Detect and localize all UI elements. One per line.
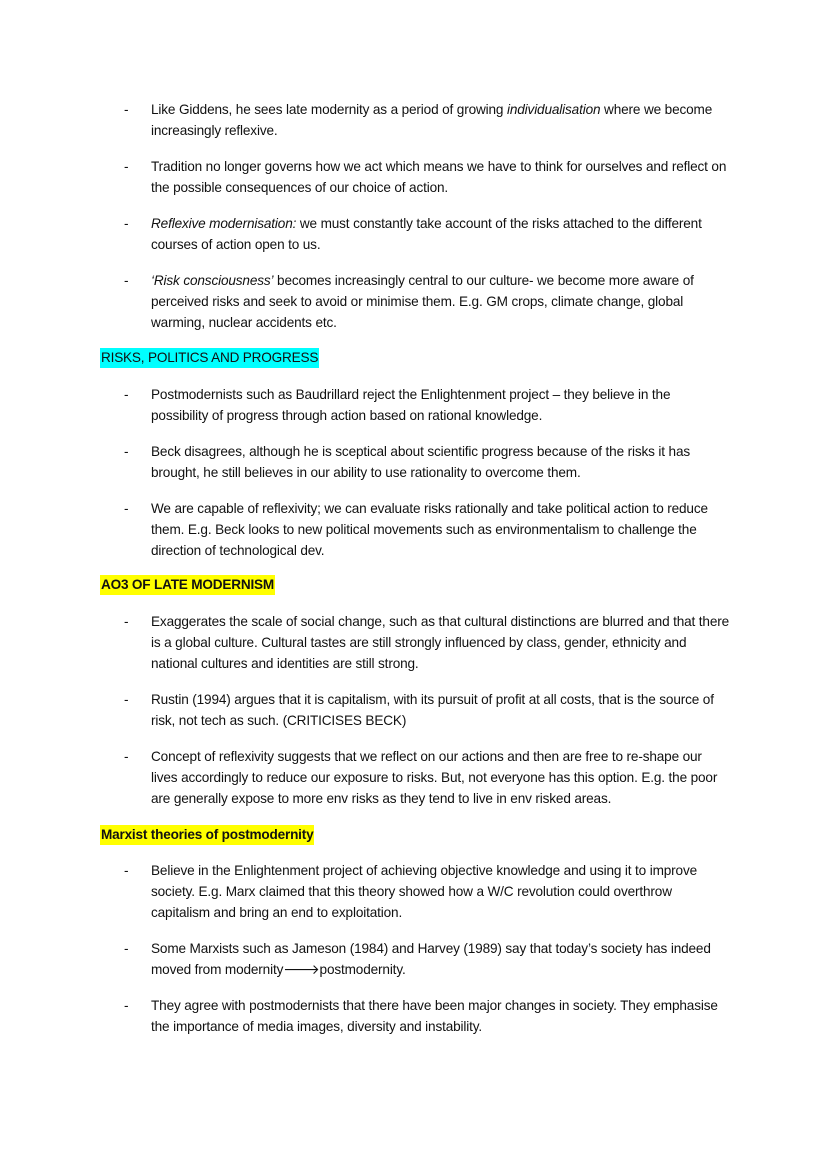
bullet-dash: - <box>124 692 129 707</box>
bullet-item <box>124 689 724 731</box>
bullet-text <box>151 213 731 255</box>
bullet-item <box>124 270 724 333</box>
bullet-text: Concept of reflexivity suggests that we reflect on our actions and then are free to re-shape our lives accordingly to reduce our exposure to risks. But, not everyone has this option. E.g. the poor are generally expose to more env risks as they tend to live in env risked areas. <box>151 749 718 806</box>
bullet-text: Rustin (1994) argues that it is capitalism, with its pursuit of profit at all costs, that is the source of risk, not tech as such. (CRITICISES BECK) <box>151 692 714 728</box>
bullet-dash: - <box>124 216 129 231</box>
emphasis-text: individualisation <box>506 102 601 117</box>
text-run: we must constantly take account of the risks attached to the different courses of action open to us. <box>151 216 702 252</box>
bullet-item <box>124 99 724 141</box>
bullet-item <box>124 746 724 809</box>
text-run: becomes increasingly central to our culture- we become more aware of perceived risks and seek to avoid or minimise them. E.g. GM crops, climate change, global warming, nuclear accidents etc. <box>151 273 694 330</box>
bullet-dash: - <box>124 444 129 459</box>
bullet-item <box>124 213 724 255</box>
emphasis-text: Risk consciousness’ <box>153 273 274 288</box>
text-run: Like Giddens, he sees late modernity as a period of growing <box>151 102 507 117</box>
emphasis-text: Reflexive modernisation: <box>151 216 297 231</box>
bullet-text: They agree with postmodernists that there have been major changes in society. They emphasise the importance of media images, diversity and instability. <box>151 998 718 1034</box>
bullet-dash: - <box>124 863 129 878</box>
bullet-text: Beck disagrees, although he is sceptical about scientific progress because of the risks it has brought, he still believes in our ability to use rationality to overcome them. <box>151 444 691 480</box>
bullet-dash: - <box>124 614 129 629</box>
bullet-text: Believe in the Enlightenment project of achieving objective knowledge and using it to improve society. E.g. Marx claimed that this theory showed how a W/C revolution could overthrow capitalism and bring an end to exploitation. <box>151 863 697 920</box>
bullet-dash: - <box>124 749 129 764</box>
bullet-text <box>151 99 731 141</box>
bullet-dash: - <box>124 501 129 516</box>
bullet-text <box>151 270 731 333</box>
bullet-item <box>124 995 724 1037</box>
text-run: where we become increasingly reflexive. <box>151 102 713 138</box>
section-heading-marxist-theories: Marxist theories of postmodernity <box>100 825 314 845</box>
bullet-text: Exaggerates the scale of social change, such as that cultural distinctions are blurred and that there is a global culture. Cultural tastes are still strongly influenced by class, gender, ethnicity and national cultures and identities are still strong. <box>151 614 730 671</box>
bullet-item <box>124 860 724 923</box>
bullet-dash: - <box>124 273 129 288</box>
bullet-item <box>124 938 724 980</box>
bullet-text: We are capable of reflexivity; we can evaluate risks rationally and take political action to reduce them. E.g. Beck looks to new political movements such as environmentalism to challenge the direction of technological dev. <box>151 501 708 558</box>
bullet-item <box>124 156 727 198</box>
bullet-item <box>124 441 724 483</box>
text-run: Tradition no longer governs how we act which means we have to think for ourselves and reflect on the possible consequences of our choice of action. <box>151 159 727 195</box>
text-run: ‘ <box>151 273 154 288</box>
bullet-dash: - <box>124 102 129 117</box>
bullet-text: Postmodernists such as Baudrillard reject the Enlightenment project – they believe in the possibility of progress through action based on rational knowledge. <box>151 387 671 423</box>
bullet-item <box>124 498 724 561</box>
bullet-text <box>151 156 731 198</box>
bullet-text: Some Marxists such as Jameson (1984) and Harvey (1989) say that today’s society has indeed moved from modernity🡒postmodernity. <box>151 941 711 977</box>
bullet-item <box>124 384 724 426</box>
bullet-dash: - <box>124 159 129 174</box>
bullet-dash: - <box>124 998 129 1013</box>
bullet-dash: - <box>124 941 129 956</box>
bullet-dash: - <box>124 387 129 402</box>
section-heading-ao3-late-modernism: AO3 OF LATE MODERNISM <box>100 575 275 595</box>
bullet-item <box>124 611 730 674</box>
section-heading-risks-politics-progress: RISKS, POLITICS AND PROGRESS <box>100 348 319 368</box>
